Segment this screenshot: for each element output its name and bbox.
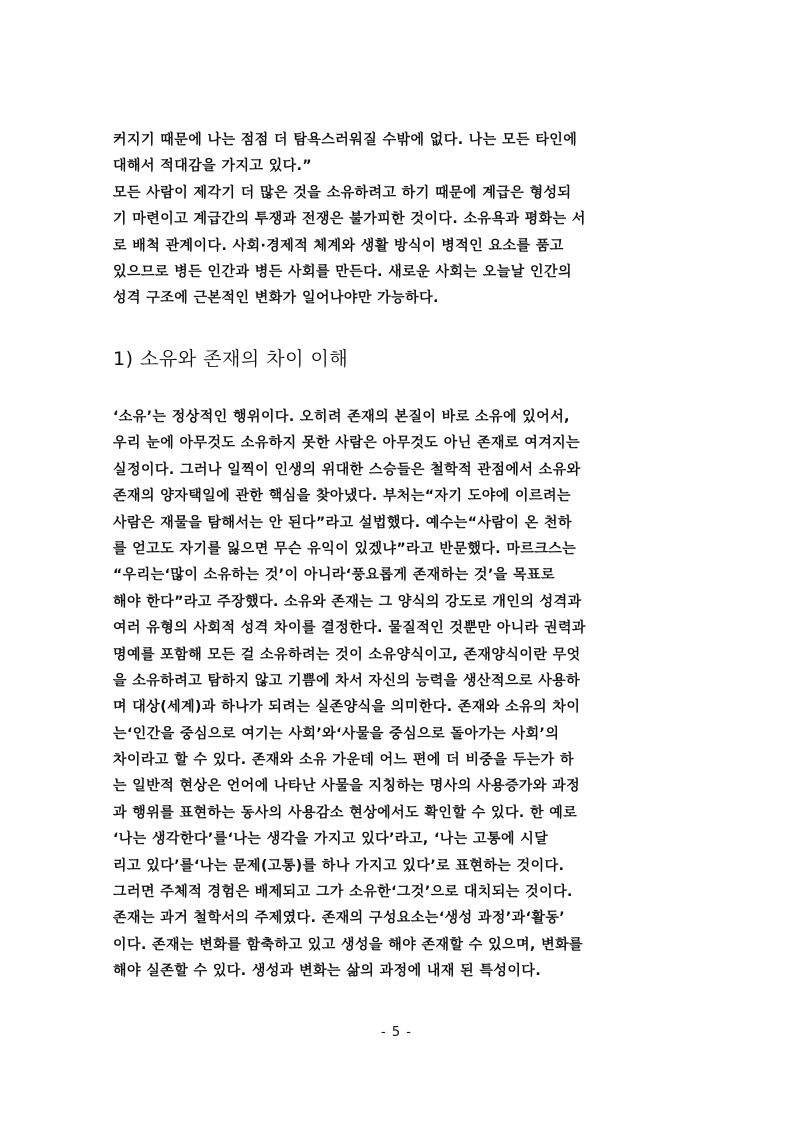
text-line: 명예를 포함해 모든 걸 소유하려는 것이 소유양식이고, 존재양식이란 무엇 [113,646,581,663]
text-line: 해야 한다”라고 주장했다. 소유와 존재는 그 양식의 강도로 개인의 성격과 [113,593,582,610]
text-line: “우리는‘많이 소유하는 것’이 아니라‘풍요롭게 존재하는 것’을 목표로 [113,567,555,584]
text-line: 여러 유형의 사회적 성격 차이를 결정한다. 물질적인 것뿐만 아니라 권력과 [113,620,586,637]
page-number: - 5 - [381,1025,412,1040]
text-line: 차이라고 할 수 있다. 존재와 소유 가운데 어느 편에 더 비중을 두는가 하 [113,752,574,769]
text-line: 이다. 존재는 변화를 함축하고 있고 생성을 해야 존재할 수 있으며, 변화를 [113,936,584,953]
text-line: ‘소유’는 정상적인 행위이다. 오히려 존재의 본질이 바로 소유에 있어서, [113,409,570,425]
text-line: 모든 사람이 제각기 더 많은 것을 소유하려고 하기 때문에 계급은 형성되 [113,184,572,201]
text-line: 며 대상(세계)과 하나가 되려는 실존양식을 의미한다. 존재와 소유의 차이 [113,699,581,716]
intro-paragraph [113,127,689,312]
text-line: 우리 눈에 아무것도 소유하지 못한 사람은 아무것도 아닌 존재로 여겨지는 [113,435,581,452]
text-line: 을 소유하려고 탐하지 않고 기쁨에 차서 자신의 능력을 생산적으로 사용하 [113,672,581,689]
text-line: 커지기 때문에 나는 점점 더 탐욕스러워질 수밖에 없다. 나는 모든 타인에 [113,132,578,148]
text-line: 는‘인간을 중심으로 여기는 사회’와‘사물을 중심으로 돌아가는 사회’의 [113,725,560,742]
text-line: 사람은 재물을 탐해서는 안 된다”라고 설법했다. 예수는“사람이 온 천하 [113,514,572,531]
text-line: 대해서 적대감을 가지고 있다.” [113,158,313,175]
text-line: 성격 구조에 근본적인 변화가 일어나야만 가능하다. [113,290,439,307]
text-line: ‘나는 생각한다’를‘나는 생각을 가지고 있다’라고, ‘나는 고통에 시달 [113,831,549,848]
text-line: 해야 실존할 수 있다. 생성과 변화는 삶의 과정에 내재 된 특성이다. [113,963,542,980]
text-line: 를 얻고도 자기를 잃으면 무슨 유익이 있겠냐”라고 반문했다. 마르크스는 [113,540,577,557]
text-line: 리고 있다’를‘나는 문제(고통)를 하나 가지고 있다’로 표현하는 것이다. [113,857,565,874]
text-line: 있으므로 병든 인간과 병든 사회를 만든다. 새로운 사회는 오늘날 인간의 [113,263,572,280]
text-line: 그러면 주체적 경험은 배제되고 그가 소유한‘그것’으로 대치되는 것이다. [113,884,573,901]
text-line: 존재의 양자택일에 관한 핵심을 찾아냈다. 부처는“자기 도야에 이르려는 [113,488,571,505]
text-line: 존재는 과거 철학서의 주제였다. 존재의 구성요소는‘생성 과정’과‘활동’ [113,910,566,927]
text-line: 로 배척 관계이다. 사회·경제적 체계와 생활 방식이 병적인 요소를 품고 [113,237,564,254]
section-paragraph [113,404,689,985]
text-line: 는 일반적 현상은 언어에 나타난 사물을 지칭하는 명사의 사용증가와 과정 [113,778,581,795]
text-line: 기 마련이고 계급간의 투쟁과 전쟁은 불가피한 것이다. 소유욕과 평화는 서 [113,211,586,228]
text-line: 실정이다. 그러나 일찍이 인생의 위대한 스승들은 철학적 관점에서 소유와 [113,461,581,478]
section-heading: 1) 소유와 존재의 차이 이해 [113,348,349,370]
text-line: 과 행위를 표현하는 동사의 사용감소 현상에서도 확인할 수 있다. 한 예로 [113,804,578,821]
